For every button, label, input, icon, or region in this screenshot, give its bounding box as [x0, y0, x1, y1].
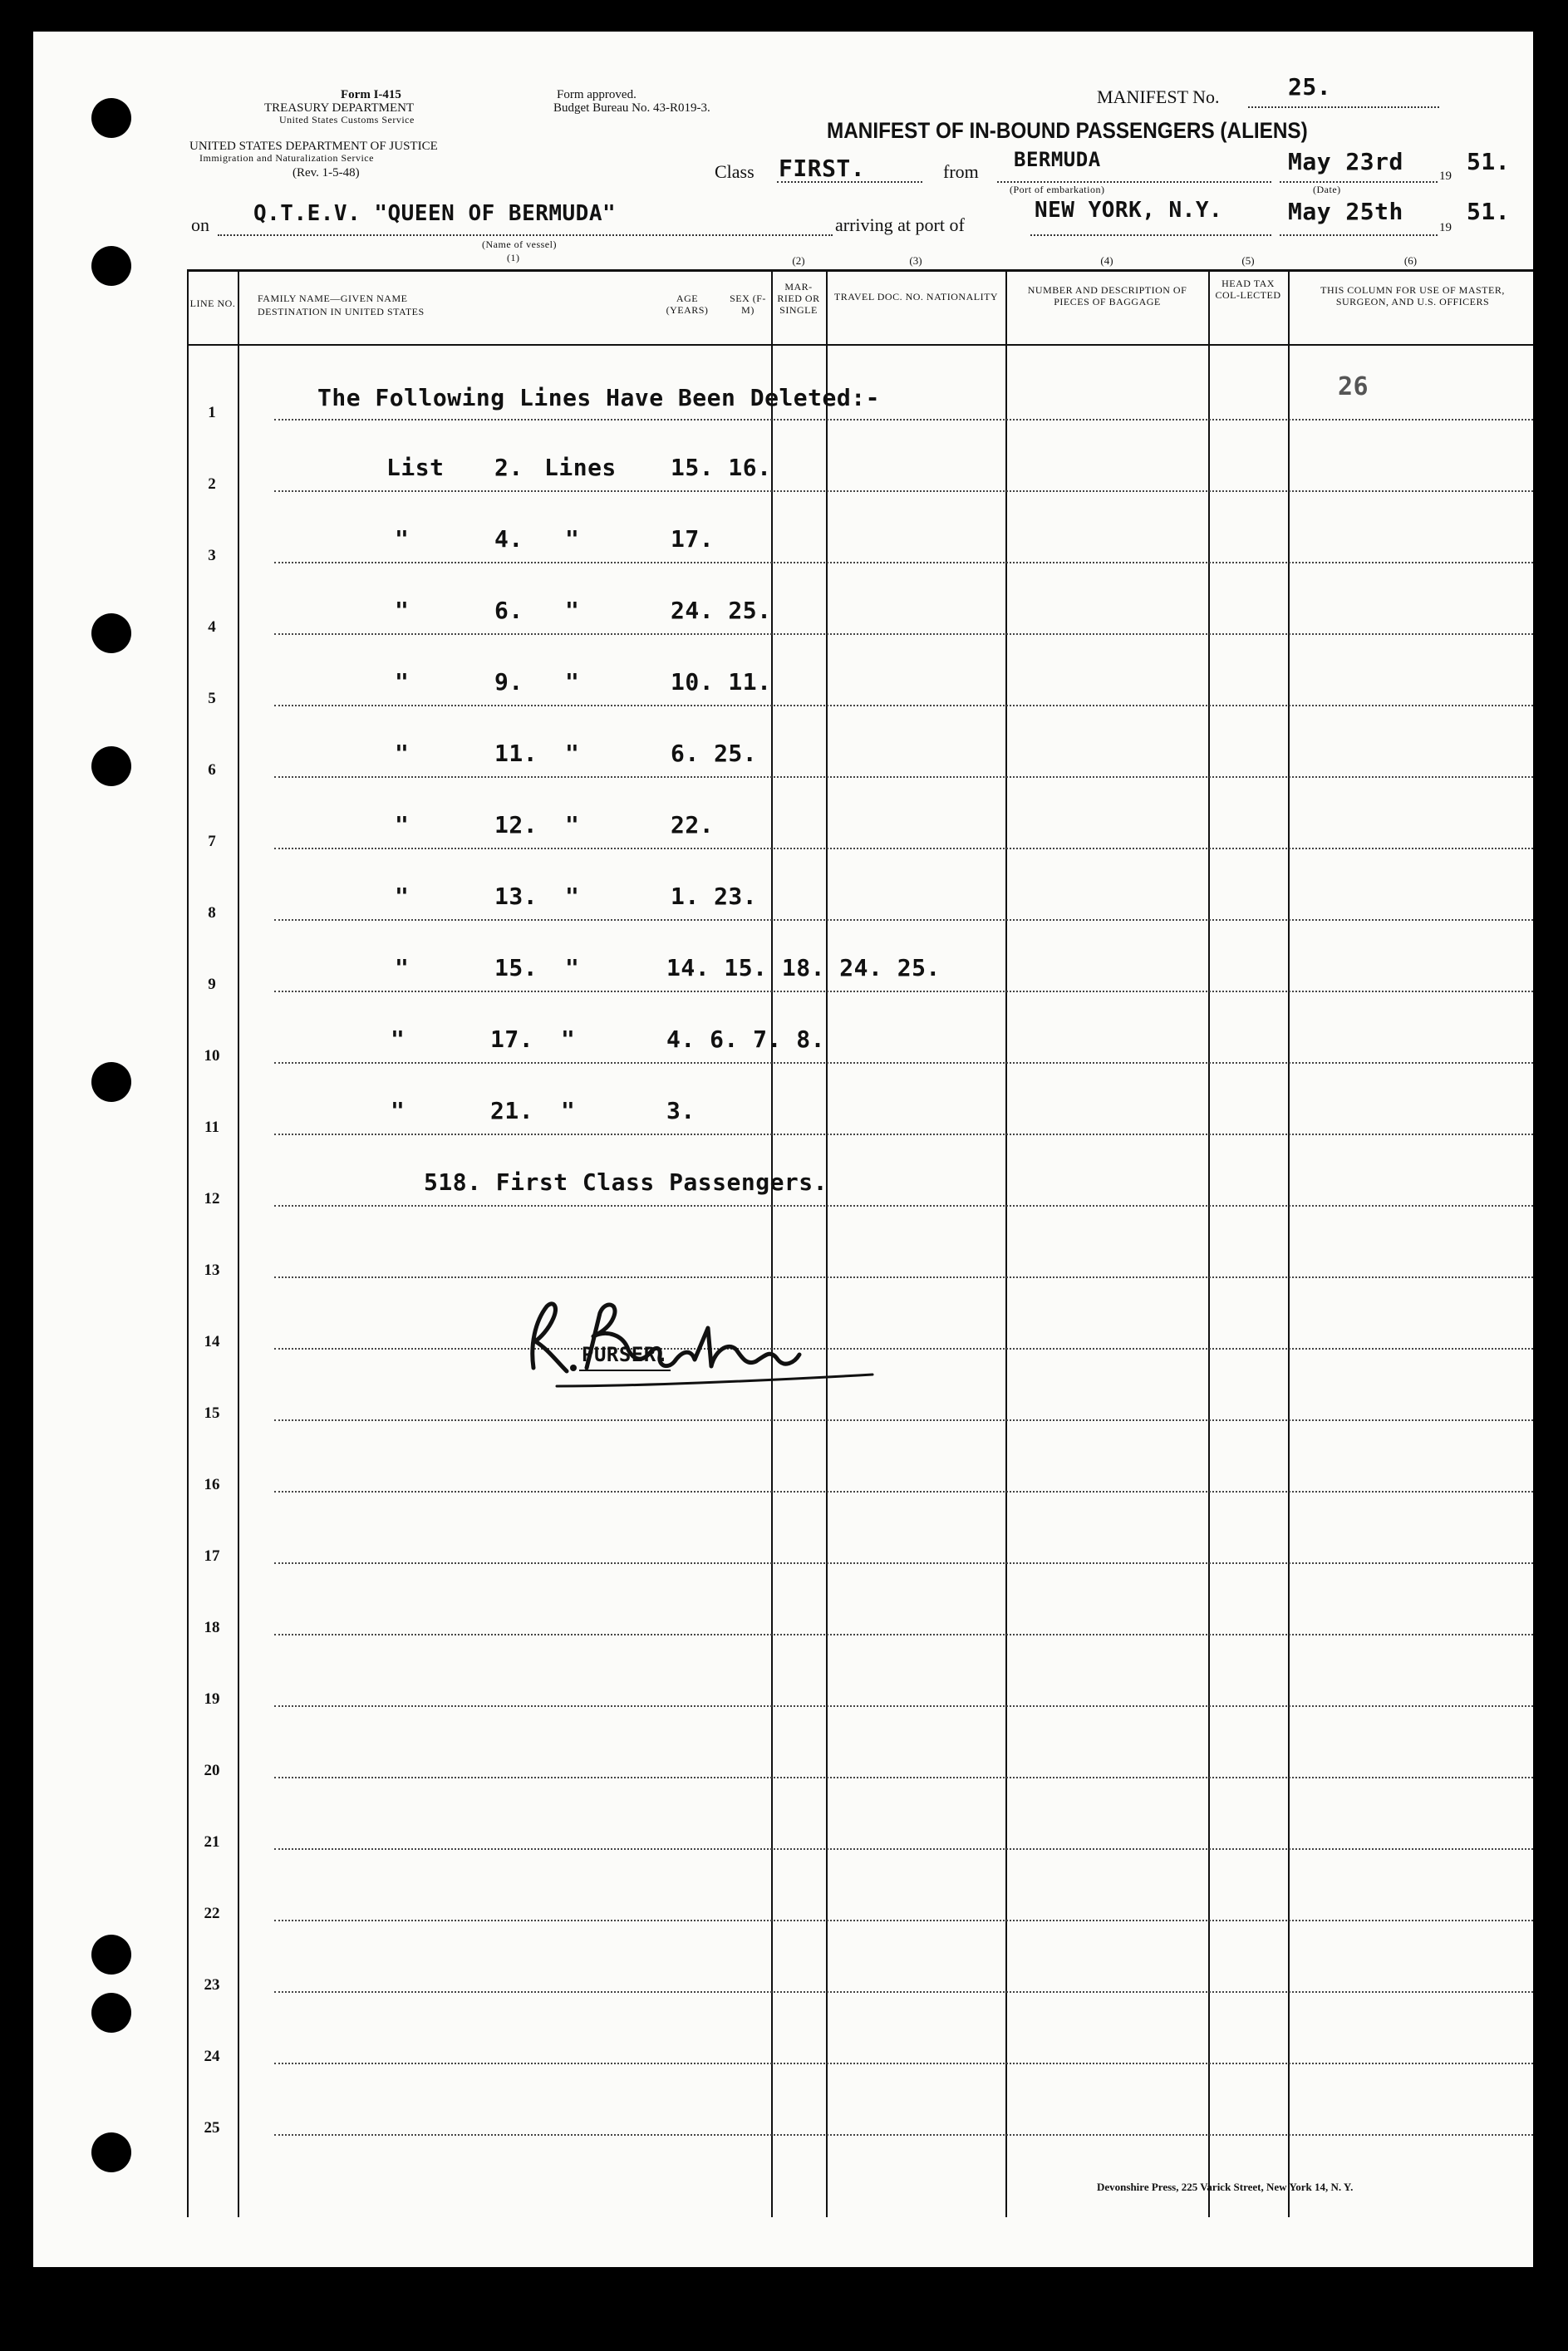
header-age: AGE (YEARS) [666, 293, 709, 316]
header-baggage: NUMBER AND DESCRIPTION OF PIECES OF BAGGAGE [1027, 284, 1187, 307]
port-caption: (Port of embarkation) [1010, 184, 1105, 195]
header-destination: DESTINATION IN UNITED STATES [258, 306, 425, 317]
line-number: 3 [208, 547, 216, 564]
manifest-page: Form I-415 TREASURY DEPARTMENT United States Customs Service Form approved. Budget Bureau No. 43-R019-3. UNITED STATES DEPARTMENT OF JUSTICE Immigration and Naturalization Service (Rev. 1-5-48) MANIFEST No. 25. MANIFEST OF IN-BOUND PASSENGERS (ALIENS) Class FIRST. from BERMUDA May 23rd 19 51. (Port of embarkation) (Date) on Q.T.E.V. "QUEEN OF BERMUDA" (Name of vessel) (1) arriving at port of NEW YORK, N.Y. May 25th 19 51. (2) (3) (4) (5) (6) LINE NO. FAMILY NAME—GIVEN NAME DESTINATION IN UNITED STATES AGE (YEARS) SEX (F-M) MAR-RIED OR SINGLE TRAVEL DOC. NO. NATIONALITY NUMBER AND DESCRIPTION OF PIECES OF BAGGAGE HEAD TAX COL-LECTED THIS COLUMN FOR USE OF MASTER, SURGEON, AND U.S. OFFICERS 1 2 3 4 5 6 7 8 9 10 11 12 13 14 15 16 17 18 19 20 21 22 23 24 25 The Following Lines Have Been Deleted:- 26 List 2. Lines 15. 16. " 4. " 17. " 6. " 24. 25. " 9. " 10. 11. " 11. " 6. 25. " 12. " 22. " 13. " 1. 23. " 15. " 14. 15. 18. 24. 25. " 17. " 4. 6. 7. 8. " 21. " 3. 518. First Class Passengers. PURSER. Devonshire Press, 225 Varick Street, New York 14, N. Y. [33, 32, 1533, 2267]
binder-hole [91, 98, 131, 138]
header-head-tax: HEAD TAX COL-LECTED [1215, 278, 1281, 301]
manifest-number: 25. [1288, 73, 1332, 101]
line-number: 12 [204, 1190, 220, 1207]
arrival-year: 51. [1467, 198, 1511, 225]
line-number: 23 [204, 1976, 220, 1994]
departure-date: May 23rd [1288, 148, 1403, 175]
passenger-total: 518. First Class Passengers. [424, 1168, 828, 1196]
binder-hole [91, 1062, 131, 1102]
line-number: 25 [204, 2119, 220, 2137]
printer-imprint: Devonshire Press, 225 Varick Street, New York 14, N. Y. [1097, 2181, 1354, 2193]
line-number: 19 [204, 1690, 220, 1708]
line-number: 13 [204, 1262, 220, 1279]
class-value: FIRST. [779, 155, 866, 182]
arrival-date: May 25th [1288, 198, 1403, 225]
ins-service: Immigration and Naturalization Service [199, 152, 374, 164]
manifest-title: MANIFEST OF IN-BOUND PASSENGERS (ALIENS) [827, 118, 1308, 143]
date-caption: (Date) [1313, 184, 1341, 195]
column-number: (6) [1403, 254, 1418, 267]
header-officers: THIS COLUMN FOR USE OF MASTER, SURGEON, AND U.S. OFFICERS [1320, 284, 1505, 307]
from-label: from [943, 161, 979, 182]
line-number: 20 [204, 1762, 220, 1779]
customs-service: United States Customs Service [279, 114, 415, 125]
binder-hole [91, 1935, 131, 1975]
column-number: (2) [792, 254, 805, 267]
vessel-caption: (Name of vessel) [482, 239, 557, 250]
line-number: 14 [204, 1333, 220, 1350]
line-number: 15 [204, 1404, 220, 1422]
line-number: 5 [208, 690, 216, 707]
deleted-lines-heading: The Following Lines Have Been Deleted:- [317, 384, 880, 411]
line-number: 6 [208, 761, 216, 779]
line-number: 4 [208, 618, 216, 636]
line-number: 18 [204, 1619, 220, 1636]
year-prefix: 19 [1439, 221, 1452, 234]
officer-note: 26 [1338, 372, 1369, 401]
line-number: 21 [204, 1833, 220, 1851]
line-number: 24 [204, 2048, 220, 2065]
from-port: BERMUDA [1014, 148, 1101, 171]
purser-signature [507, 1270, 897, 1403]
binder-hole [91, 1993, 131, 2033]
line-number: 1 [208, 404, 216, 421]
header-married: MAR-RIED OR SINGLE [777, 281, 820, 316]
arriving-label: arriving at port of [835, 214, 965, 235]
departure-year: 51. [1467, 148, 1511, 175]
binder-hole [91, 2132, 131, 2172]
year-prefix: 19 [1439, 170, 1452, 183]
line-number: 8 [208, 904, 216, 922]
binder-hole [91, 246, 131, 286]
class-label: Class [715, 161, 755, 182]
line-number: 11 [204, 1119, 219, 1136]
binder-hole [91, 746, 131, 786]
header-travel-doc: TRAVEL DOC. NO. NATIONALITY [833, 291, 999, 302]
binder-hole [91, 613, 131, 653]
purser-title: PURSER. [582, 1343, 669, 1366]
line-number: 17 [204, 1547, 220, 1565]
manifest-label: MANIFEST No. [1097, 86, 1220, 107]
column-number: (5) [1241, 254, 1255, 267]
form-number: Form I-415 [341, 88, 401, 101]
column-number: (3) [909, 254, 922, 267]
line-number: 7 [208, 833, 216, 850]
column-number: (4) [1100, 254, 1113, 267]
arrival-port: NEW YORK, N.Y. [1035, 198, 1223, 223]
vessel-name: Q.T.E.V. "QUEEN OF BERMUDA" [253, 201, 617, 226]
header-sex: SEX (F-M) [730, 293, 766, 316]
budget-bureau: Budget Bureau No. 43-R019-3. [553, 101, 710, 115]
on-label: on [191, 214, 209, 235]
line-number: 22 [204, 1905, 220, 1922]
line-number: 2 [208, 475, 216, 493]
header-line-no: LINE NO. [189, 298, 236, 309]
form-revision: (Rev. 1-5-48) [292, 166, 360, 180]
line-number: 10 [204, 1047, 220, 1065]
line-number: 9 [208, 976, 216, 993]
treasury-department: TREASURY DEPARTMENT [264, 101, 415, 115]
form-approved: Form approved. [557, 88, 637, 101]
vessel-colnum: (1) [507, 252, 520, 263]
line-number: 16 [204, 1476, 220, 1493]
dept-justice: UNITED STATES DEPARTMENT OF JUSTICE [189, 140, 438, 153]
header-name: FAMILY NAME—GIVEN NAME [258, 293, 408, 304]
